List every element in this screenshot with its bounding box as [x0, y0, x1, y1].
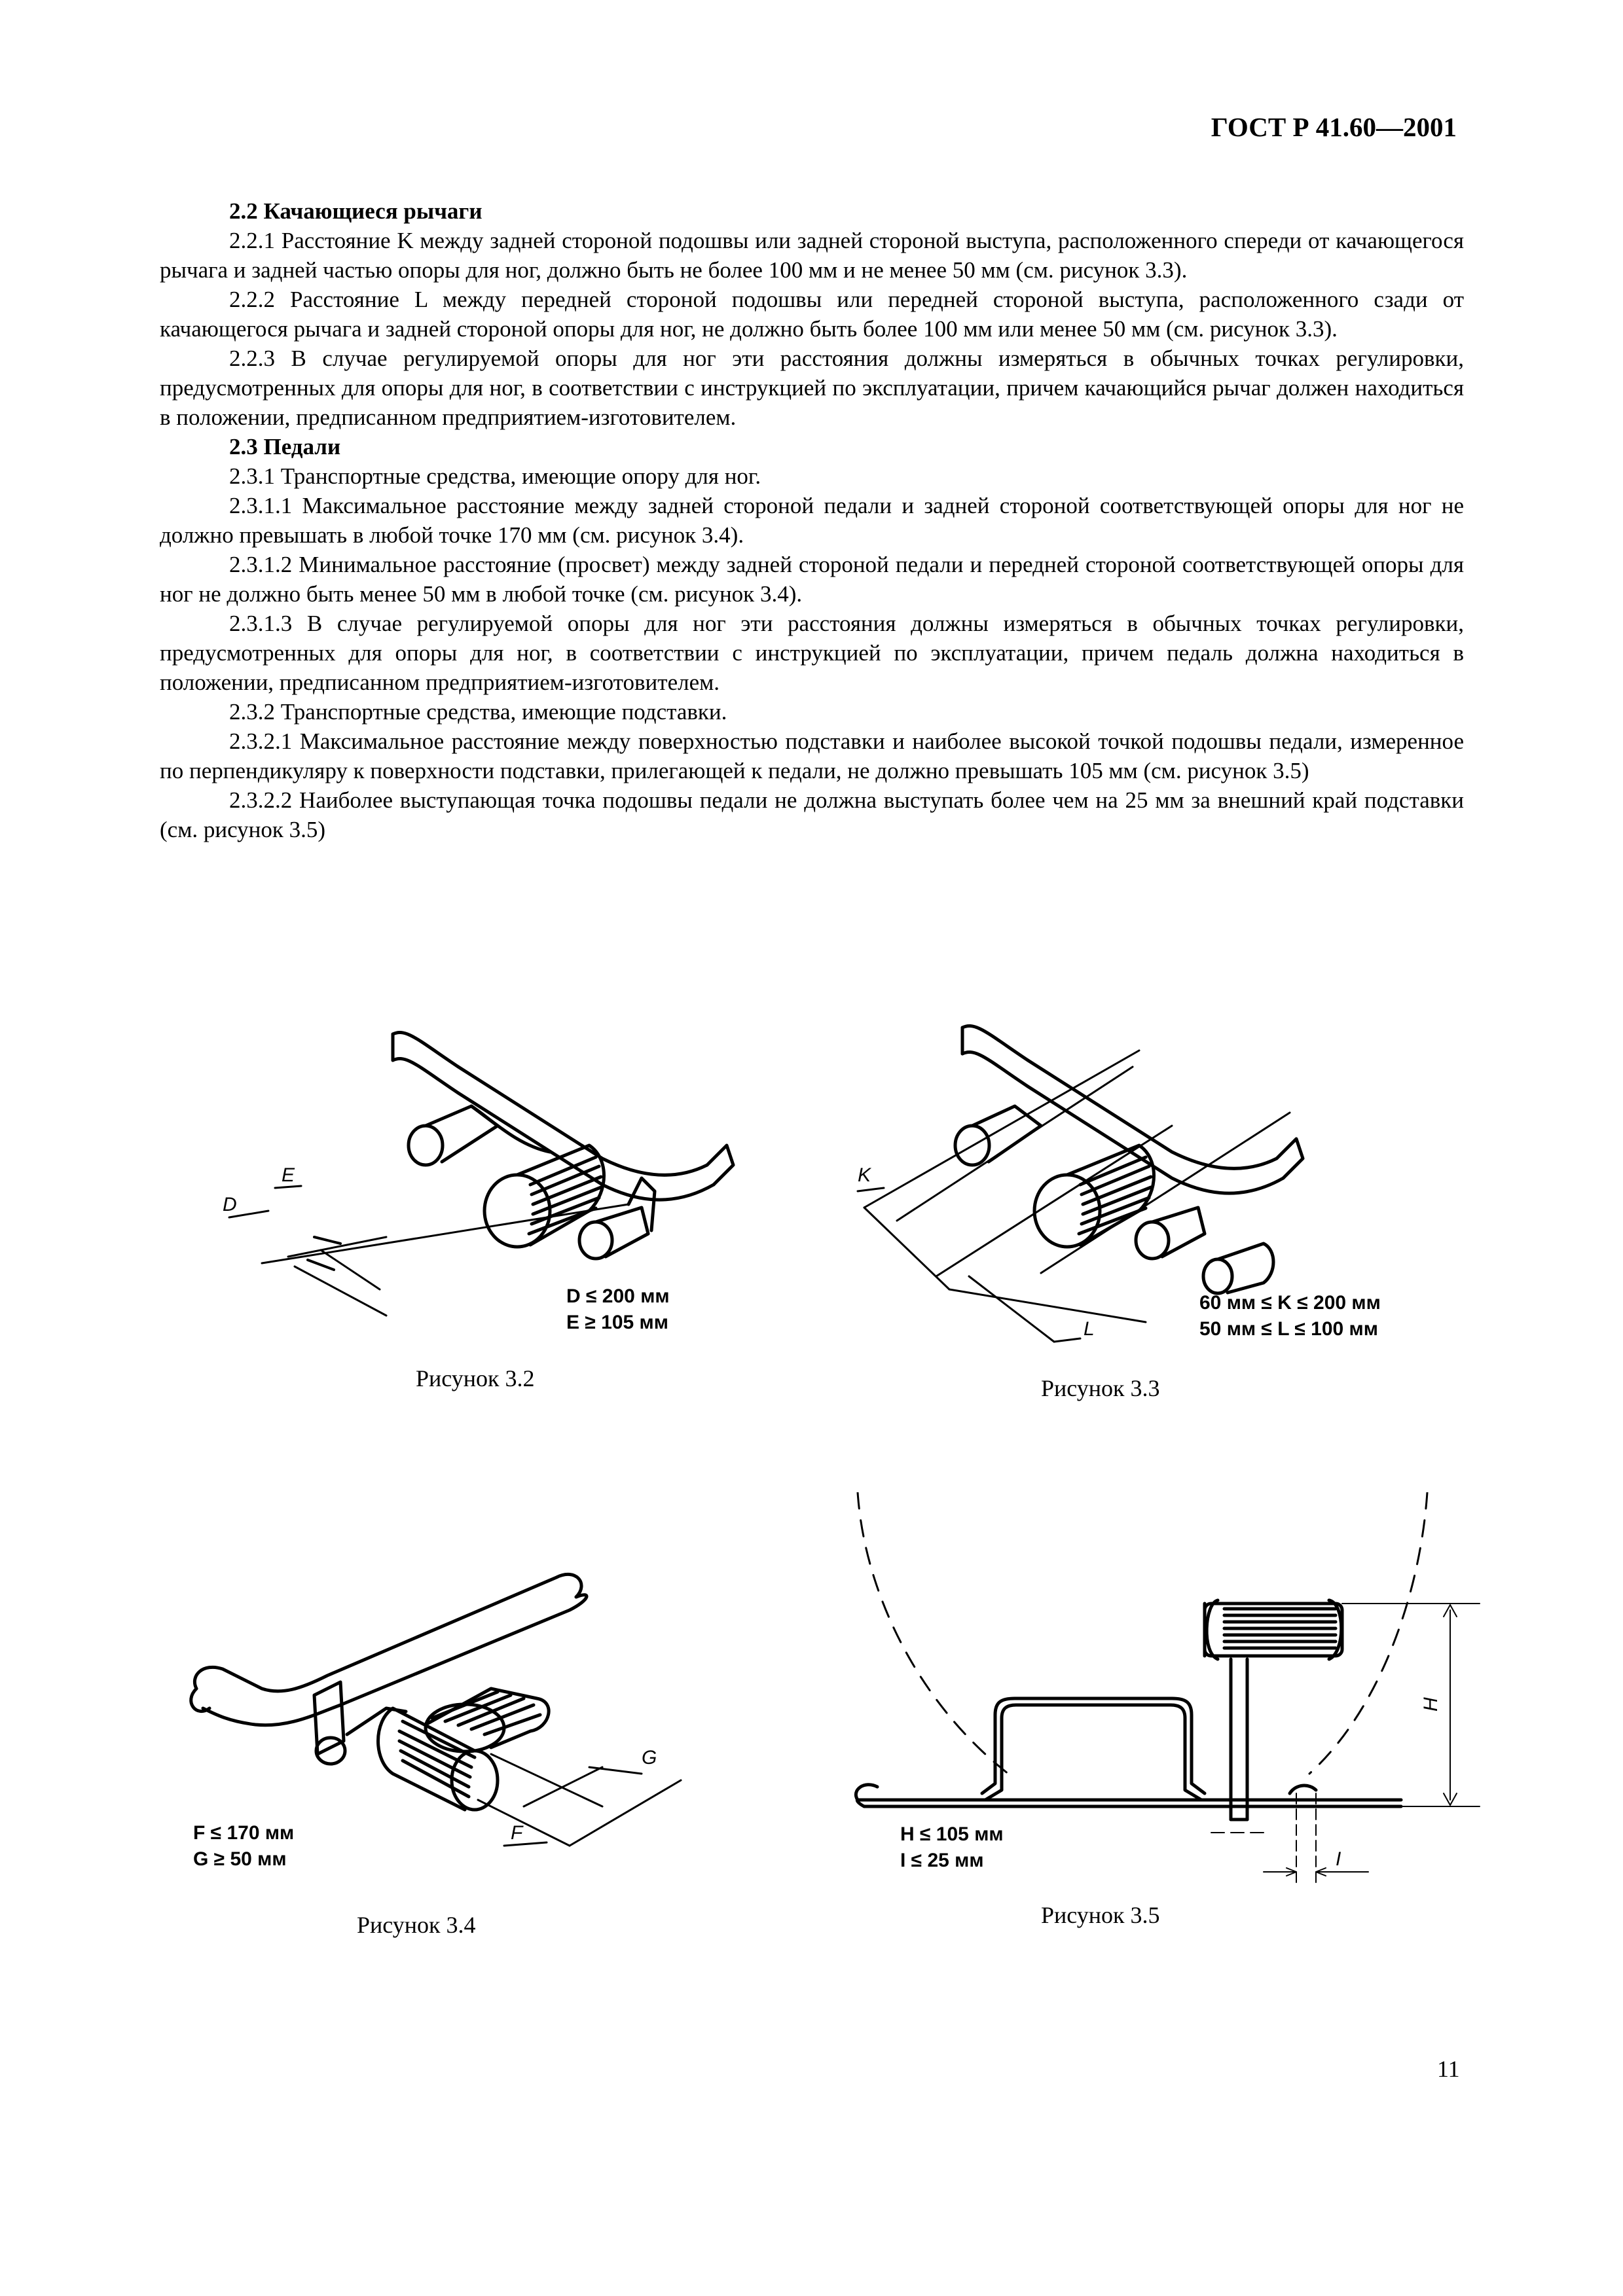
body-text — [160, 196, 1464, 844]
page-number: 11 — [1437, 2056, 1460, 2082]
label-l: L — [1084, 1318, 1095, 1340]
paragraph-2-3-1-1: 2.3.1.1 Максимальное расстояние между задней стороной педали и задней стороной соответствующей опоры для ног не должно превышать в любой точке 170 мм (см. рисунок 3.4). — [160, 493, 1464, 548]
figure-3-4-drawing — [183, 1558, 694, 1898]
note-l: 50 мм ≤ L ≤ 100 мм — [1199, 1318, 1378, 1340]
caption-figure-3-5: Рисунок 3.5 — [1041, 1902, 1160, 1928]
section-heading-2-2: 2.2 Качающиеся рычаги — [229, 198, 483, 224]
document-header: ГОСТ Р 41.60—2001 — [1211, 112, 1457, 142]
label-f: F — [511, 1822, 523, 1844]
paragraph-2-3-2-1: 2.3.2.1 Максимальное расстояние между поверхностью подставки и наиболее высокой точкой подошвы педали, измеренное по перпендикуляру к поверхности подставки, прилегающей к педали, не должно превышать 105 мм (см. рисунок 3.5) — [160, 728, 1464, 783]
note-d: D ≤ 200 мм — [566, 1285, 670, 1307]
note-k: 60 мм ≤ K ≤ 200 мм — [1199, 1292, 1381, 1314]
label-h: H — [1420, 1697, 1442, 1712]
paragraph-2-3-1-2: 2.3.1.2 Минимальное расстояние (просвет) между задней стороной педали и передней стороной соответствующей опоры для ног не должно быть менее 50 мм в любой точке (см. рисунок 3.4). — [160, 552, 1464, 607]
caption-figure-3-3: Рисунок 3.3 — [1041, 1375, 1160, 1401]
figure-3-3 — [845, 1014, 1434, 1355]
paragraph-2-2-1: 2.2.1 Расстояние K между задней стороной подошвы или задней стороной выступа, расположенного спереди от качающегося рычага и задней частью опоры для ног, должно быть не более 100 мм и не менее 50 мм (см. рисунок 3.3). — [160, 228, 1464, 283]
paragraph-2-2-2: 2.2.2 Расстояние L между передней стороной подошвы или передней стороной выступа, расположенного сзади от качающегося рычага и задней стороной опоры для ног, не должно быть более 100 мм или менее 50 мм (см. рисунок 3.3). — [160, 287, 1464, 342]
figure-3-2-drawing — [210, 1014, 766, 1355]
caption-figure-3-4: Рисунок 3.4 — [357, 1912, 476, 1938]
figure-3-5 — [838, 1492, 1493, 1885]
paragraph-2-3-2-2: 2.3.2.2 Наиболее выступающая точка подошвы педали не должна выступать более чем на 25 мм за внешний край подставки (см. рисунок 3.5) — [160, 787, 1464, 842]
paragraph-2-2-3: 2.2.3 В случае регулируемой опоры для ног эти расстояния должны измеряться в обычных точках регулировки, предусмотренных для опоры для ног, в соответствии с инструкцией по эксплуатации, причем качающийся рычаг должен находиться в положении, предписанном предприятием-изготовителем. — [160, 346, 1464, 430]
figure-3-4 — [183, 1558, 694, 1898]
label-d: D — [223, 1194, 237, 1215]
figure-3-2 — [210, 1014, 766, 1355]
note-e: E ≥ 105 мм — [566, 1312, 668, 1333]
paragraph-2-3-1: 2.3.1 Транспортные средства, имеющие опору для ног. — [229, 463, 761, 489]
label-k: K — [858, 1164, 871, 1186]
figure-3-3-drawing — [845, 1014, 1434, 1355]
note-i: I ≤ 25 мм — [900, 1850, 984, 1871]
caption-figure-3-2: Рисунок 3.2 — [416, 1365, 535, 1391]
label-e: E — [282, 1164, 295, 1186]
note-h: H ≤ 105 мм — [900, 1823, 1004, 1845]
paragraph-2-3-2: 2.3.2 Транспортные средства, имеющие подставки. — [229, 699, 727, 725]
note-f: F ≤ 170 мм — [193, 1822, 295, 1844]
section-heading-2-3: 2.3 Педали — [229, 434, 341, 459]
label-g: G — [642, 1747, 657, 1768]
paragraph-2-3-1-3: 2.3.1.3 В случае регулируемой опоры для ног эти расстояния должны измеряться в обычных точках регулировки, предусмотренных для опоры для ног, в соответствии с инструкцией по эксплуатации, причем педаль должна находиться в положении, предписанном предприятием-изготовителем. — [160, 611, 1464, 695]
label-i: I — [1336, 1848, 1341, 1870]
note-g: G ≥ 50 мм — [193, 1848, 287, 1870]
figure-3-5-drawing — [838, 1492, 1493, 1885]
